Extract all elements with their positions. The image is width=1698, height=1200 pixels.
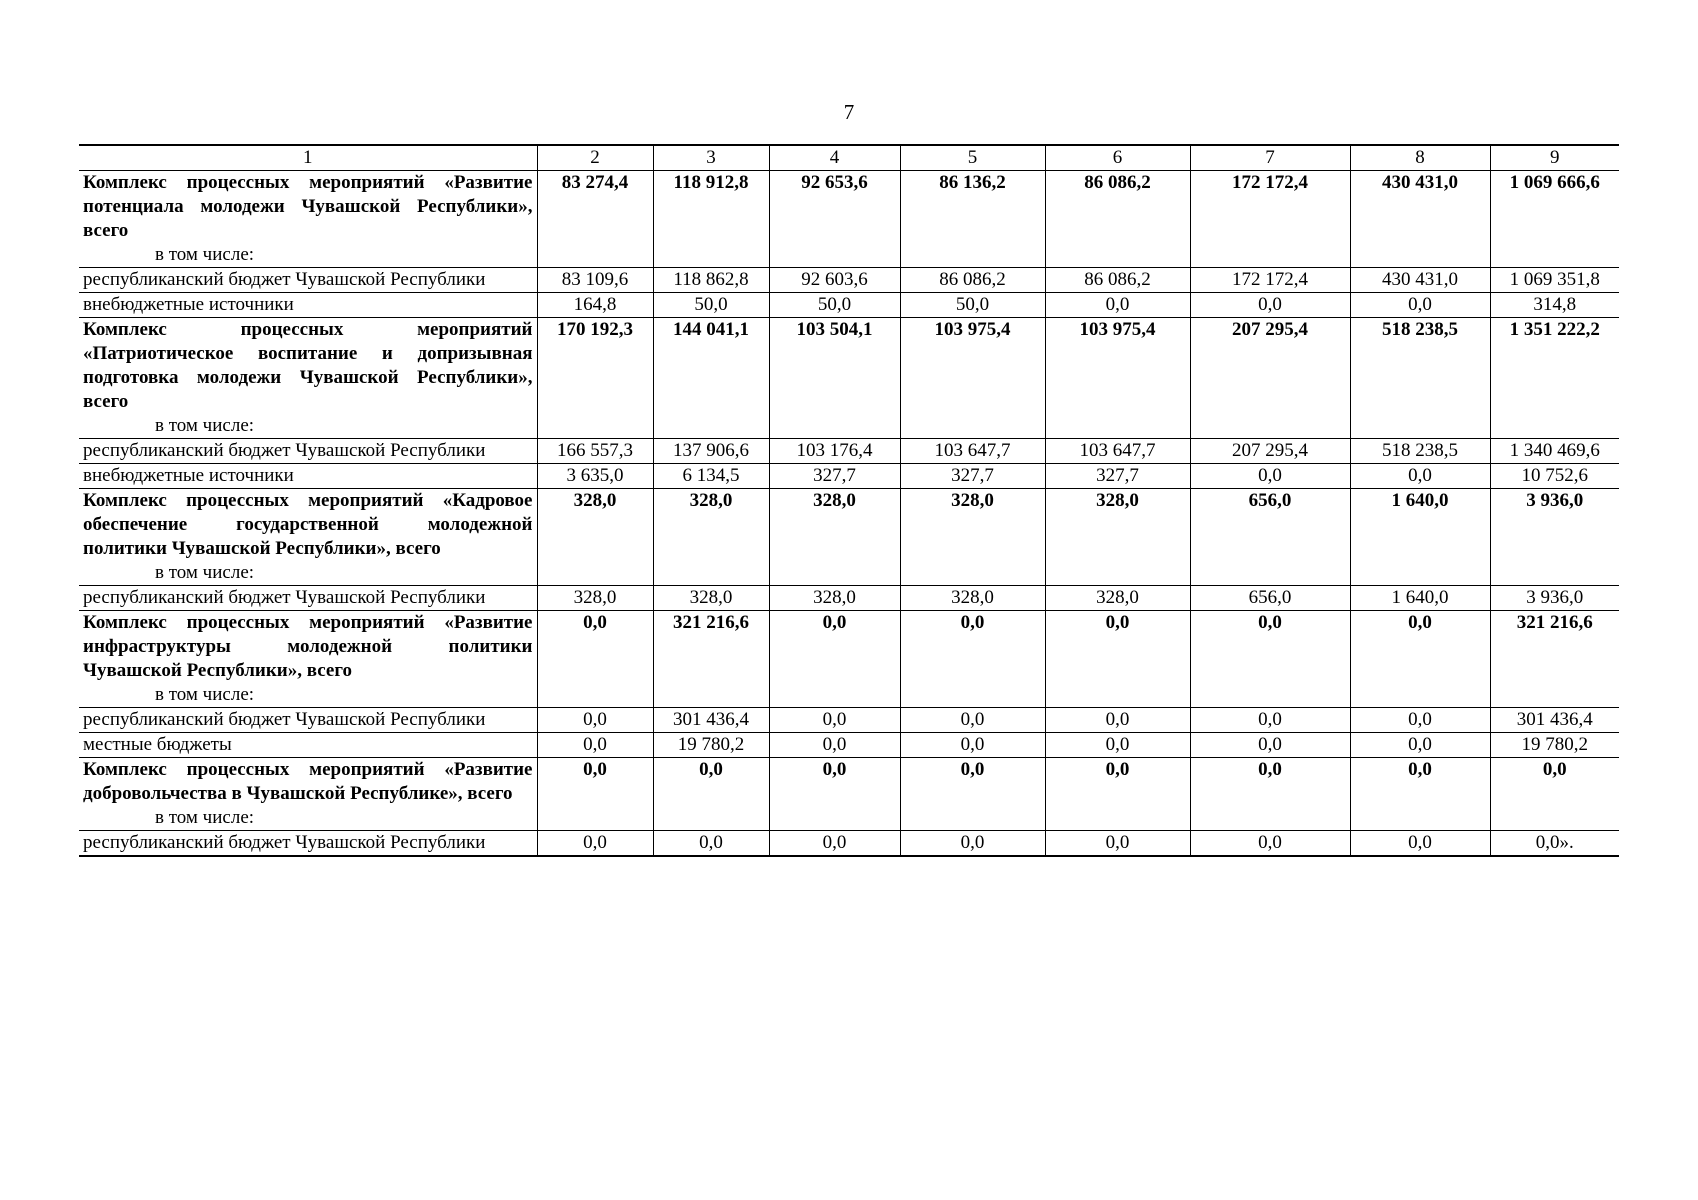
value-cell: 0,0 bbox=[1190, 733, 1350, 758]
value-cell: 19 780,2 bbox=[653, 733, 769, 758]
value-cell: 0,0 bbox=[1045, 708, 1190, 733]
value-cell: 166 557,3 bbox=[537, 439, 653, 464]
table-row bbox=[79, 293, 1619, 318]
value-cell: 0,0». bbox=[1490, 831, 1619, 857]
value-cell: 518 238,5 bbox=[1350, 318, 1490, 439]
value-cell: 0,0 bbox=[1190, 758, 1350, 831]
header-cell: 8 bbox=[1350, 145, 1490, 171]
table-row-total bbox=[79, 758, 1619, 831]
value-cell: 0,0 bbox=[1045, 831, 1190, 857]
value-cell: 103 647,7 bbox=[900, 439, 1045, 464]
value-cell: 328,0 bbox=[537, 586, 653, 611]
header-cell: 5 bbox=[900, 145, 1045, 171]
value-cell: 0,0 bbox=[769, 831, 900, 857]
value-cell: 50,0 bbox=[653, 293, 769, 318]
value-cell: 1 069 351,8 bbox=[1490, 268, 1619, 293]
table-row bbox=[79, 831, 1619, 857]
header-cell: 6 bbox=[1045, 145, 1190, 171]
value-cell: 86 086,2 bbox=[1045, 171, 1190, 268]
value-cell: 0,0 bbox=[537, 733, 653, 758]
table-row bbox=[79, 439, 1619, 464]
value-cell: 301 436,4 bbox=[1490, 708, 1619, 733]
row-label-cell bbox=[79, 318, 537, 439]
value-cell: 0,0 bbox=[1350, 611, 1490, 708]
table-row bbox=[79, 733, 1619, 758]
value-cell: 103 504,1 bbox=[769, 318, 900, 439]
value-cell: 207 295,4 bbox=[1190, 318, 1350, 439]
value-cell: 0,0 bbox=[537, 708, 653, 733]
value-cell: 0,0 bbox=[1350, 733, 1490, 758]
value-cell: 0,0 bbox=[1350, 831, 1490, 857]
row-label-cell bbox=[79, 831, 537, 857]
value-cell: 86 136,2 bbox=[900, 171, 1045, 268]
value-cell: 92 603,6 bbox=[769, 268, 900, 293]
value-cell: 19 780,2 bbox=[1490, 733, 1619, 758]
value-cell: 430 431,0 bbox=[1350, 268, 1490, 293]
header-cell: 1 bbox=[79, 145, 537, 171]
value-cell: 327,7 bbox=[1045, 464, 1190, 489]
value-cell: 0,0 bbox=[537, 831, 653, 857]
value-cell: 0,0 bbox=[537, 611, 653, 708]
value-cell: 328,0 bbox=[1045, 586, 1190, 611]
value-cell: 0,0 bbox=[653, 758, 769, 831]
table-row bbox=[79, 268, 1619, 293]
value-cell: 0,0 bbox=[1190, 611, 1350, 708]
value-cell: 0,0 bbox=[1350, 708, 1490, 733]
value-cell: 170 192,3 bbox=[537, 318, 653, 439]
value-cell: 86 086,2 bbox=[900, 268, 1045, 293]
value-cell: 321 216,6 bbox=[1490, 611, 1619, 708]
row-label-cell bbox=[79, 708, 537, 733]
table-row-total bbox=[79, 318, 1619, 439]
value-cell: 0,0 bbox=[1350, 464, 1490, 489]
header-cell: 7 bbox=[1190, 145, 1350, 171]
value-cell: 518 238,5 bbox=[1350, 439, 1490, 464]
value-cell: 103 176,4 bbox=[769, 439, 900, 464]
value-cell: 103 975,4 bbox=[900, 318, 1045, 439]
row-label: республиканский бюджет Чувашской Республики bbox=[83, 440, 486, 461]
value-cell: 137 906,6 bbox=[653, 439, 769, 464]
value-cell: 86 086,2 bbox=[1045, 268, 1190, 293]
value-cell: 0,0 bbox=[1045, 293, 1190, 318]
row-sublabel: в том числе: bbox=[155, 244, 255, 265]
row-label: Комплекс процессных мероприятий «Развитие потенциала молодежи Чувашской Республики», всего bbox=[83, 172, 533, 241]
value-cell: 172 172,4 bbox=[1190, 268, 1350, 293]
value-cell: 0,0 bbox=[900, 611, 1045, 708]
header-cell: 4 bbox=[769, 145, 900, 171]
header-cell: 3 bbox=[653, 145, 769, 171]
value-cell: 164,8 bbox=[537, 293, 653, 318]
value-cell: 0,0 bbox=[1045, 611, 1190, 708]
table-row bbox=[79, 708, 1619, 733]
row-sublabel: в том числе: bbox=[155, 684, 255, 705]
value-cell: 207 295,4 bbox=[1190, 439, 1350, 464]
row-label: местные бюджеты bbox=[83, 734, 232, 755]
row-label-cell bbox=[79, 268, 537, 293]
value-cell: 328,0 bbox=[653, 489, 769, 586]
table-row bbox=[79, 464, 1619, 489]
value-cell: 0,0 bbox=[653, 831, 769, 857]
value-cell: 0,0 bbox=[769, 733, 900, 758]
row-label-cell bbox=[79, 611, 537, 708]
row-sublabel: в том числе: bbox=[155, 415, 255, 436]
value-cell: 0,0 bbox=[1350, 293, 1490, 318]
value-cell: 0,0 bbox=[1350, 758, 1490, 831]
value-cell: 83 274,4 bbox=[537, 171, 653, 268]
value-cell: 0,0 bbox=[1045, 758, 1190, 831]
table-row-total bbox=[79, 611, 1619, 708]
value-cell: 0,0 bbox=[900, 758, 1045, 831]
value-cell: 328,0 bbox=[900, 586, 1045, 611]
value-cell: 0,0 bbox=[769, 758, 900, 831]
value-cell: 0,0 bbox=[1045, 733, 1190, 758]
row-label-cell bbox=[79, 758, 537, 831]
value-cell: 92 653,6 bbox=[769, 171, 900, 268]
row-label-cell bbox=[79, 439, 537, 464]
row-label-cell bbox=[79, 171, 537, 268]
value-cell: 50,0 bbox=[769, 293, 900, 318]
value-cell: 327,7 bbox=[769, 464, 900, 489]
value-cell: 328,0 bbox=[537, 489, 653, 586]
header-cell: 2 bbox=[537, 145, 653, 171]
row-label: Комплекс процессных мероприятий «Развитие добровольчества в Чувашской Республике», всего bbox=[83, 759, 533, 804]
value-cell: 328,0 bbox=[653, 586, 769, 611]
value-cell: 0,0 bbox=[900, 831, 1045, 857]
value-cell: 0,0 bbox=[1190, 708, 1350, 733]
value-cell: 10 752,6 bbox=[1490, 464, 1619, 489]
row-label: республиканский бюджет Чувашской Республики bbox=[83, 269, 486, 290]
page-number: 7 bbox=[843, 100, 855, 124]
value-cell: 430 431,0 bbox=[1350, 171, 1490, 268]
row-label: Комплекс процессных мероприятий «Развитие инфраструктуры молодежной политики Чувашской Республики», всего bbox=[83, 612, 533, 681]
value-cell: 1 069 666,6 bbox=[1490, 171, 1619, 268]
value-cell: 1 351 222,2 bbox=[1490, 318, 1619, 439]
row-label: Комплекс процессных мероприятий «Патриотическое воспитание и допризывная подготовка молодежи Чувашской Республики», всего bbox=[83, 319, 533, 412]
value-cell: 0,0 bbox=[900, 708, 1045, 733]
value-cell: 118 862,8 bbox=[653, 268, 769, 293]
row-sublabel: в том числе: bbox=[155, 807, 255, 828]
value-cell: 314,8 bbox=[1490, 293, 1619, 318]
value-cell: 1 340 469,6 bbox=[1490, 439, 1619, 464]
row-label-cell bbox=[79, 586, 537, 611]
value-cell: 3 936,0 bbox=[1490, 586, 1619, 611]
value-cell: 656,0 bbox=[1190, 586, 1350, 611]
row-label-cell bbox=[79, 464, 537, 489]
table-row-total bbox=[79, 489, 1619, 586]
value-cell: 0,0 bbox=[900, 733, 1045, 758]
value-cell: 3 635,0 bbox=[537, 464, 653, 489]
value-cell: 103 975,4 bbox=[1045, 318, 1190, 439]
value-cell: 0,0 bbox=[769, 708, 900, 733]
row-sublabel: в том числе: bbox=[155, 562, 255, 583]
value-cell: 656,0 bbox=[1190, 489, 1350, 586]
row-label: республиканский бюджет Чувашской Республики bbox=[83, 709, 486, 730]
value-cell: 50,0 bbox=[900, 293, 1045, 318]
value-cell: 327,7 bbox=[900, 464, 1045, 489]
row-label: республиканский бюджет Чувашской Республики bbox=[83, 832, 486, 853]
value-cell: 301 436,4 bbox=[653, 708, 769, 733]
table-body bbox=[79, 145, 1619, 856]
value-cell: 83 109,6 bbox=[537, 268, 653, 293]
value-cell: 1 640,0 bbox=[1350, 586, 1490, 611]
value-cell: 118 912,8 bbox=[653, 171, 769, 268]
value-cell: 0,0 bbox=[1190, 293, 1350, 318]
value-cell: 328,0 bbox=[1045, 489, 1190, 586]
row-label-cell bbox=[79, 489, 537, 586]
value-cell: 6 134,5 bbox=[653, 464, 769, 489]
row-label: внебюджетные источники bbox=[83, 465, 294, 486]
row-label: республиканский бюджет Чувашской Республики bbox=[83, 587, 486, 608]
row-label-cell bbox=[79, 293, 537, 318]
row-label: Комплекс процессных мероприятий «Кадровое обеспечение государственной молодежной политики Чувашской Республики», всего bbox=[83, 490, 533, 559]
value-cell: 0,0 bbox=[769, 611, 900, 708]
value-cell: 328,0 bbox=[769, 489, 900, 586]
value-cell: 144 041,1 bbox=[653, 318, 769, 439]
value-cell: 0,0 bbox=[1190, 464, 1350, 489]
row-label: внебюджетные источники bbox=[83, 294, 294, 315]
value-cell: 321 216,6 bbox=[653, 611, 769, 708]
header-row bbox=[79, 145, 1619, 171]
budget-table bbox=[79, 144, 1619, 857]
value-cell: 3 936,0 bbox=[1490, 489, 1619, 586]
value-cell: 172 172,4 bbox=[1190, 171, 1350, 268]
value-cell: 0,0 bbox=[1190, 831, 1350, 857]
header-cell: 9 bbox=[1490, 145, 1619, 171]
value-cell: 0,0 bbox=[537, 758, 653, 831]
table-row-total bbox=[79, 171, 1619, 268]
value-cell: 0,0 bbox=[1490, 758, 1619, 831]
row-label-cell bbox=[79, 733, 537, 758]
value-cell: 328,0 bbox=[769, 586, 900, 611]
value-cell: 1 640,0 bbox=[1350, 489, 1490, 586]
value-cell: 103 647,7 bbox=[1045, 439, 1190, 464]
value-cell: 328,0 bbox=[900, 489, 1045, 586]
table-row bbox=[79, 586, 1619, 611]
